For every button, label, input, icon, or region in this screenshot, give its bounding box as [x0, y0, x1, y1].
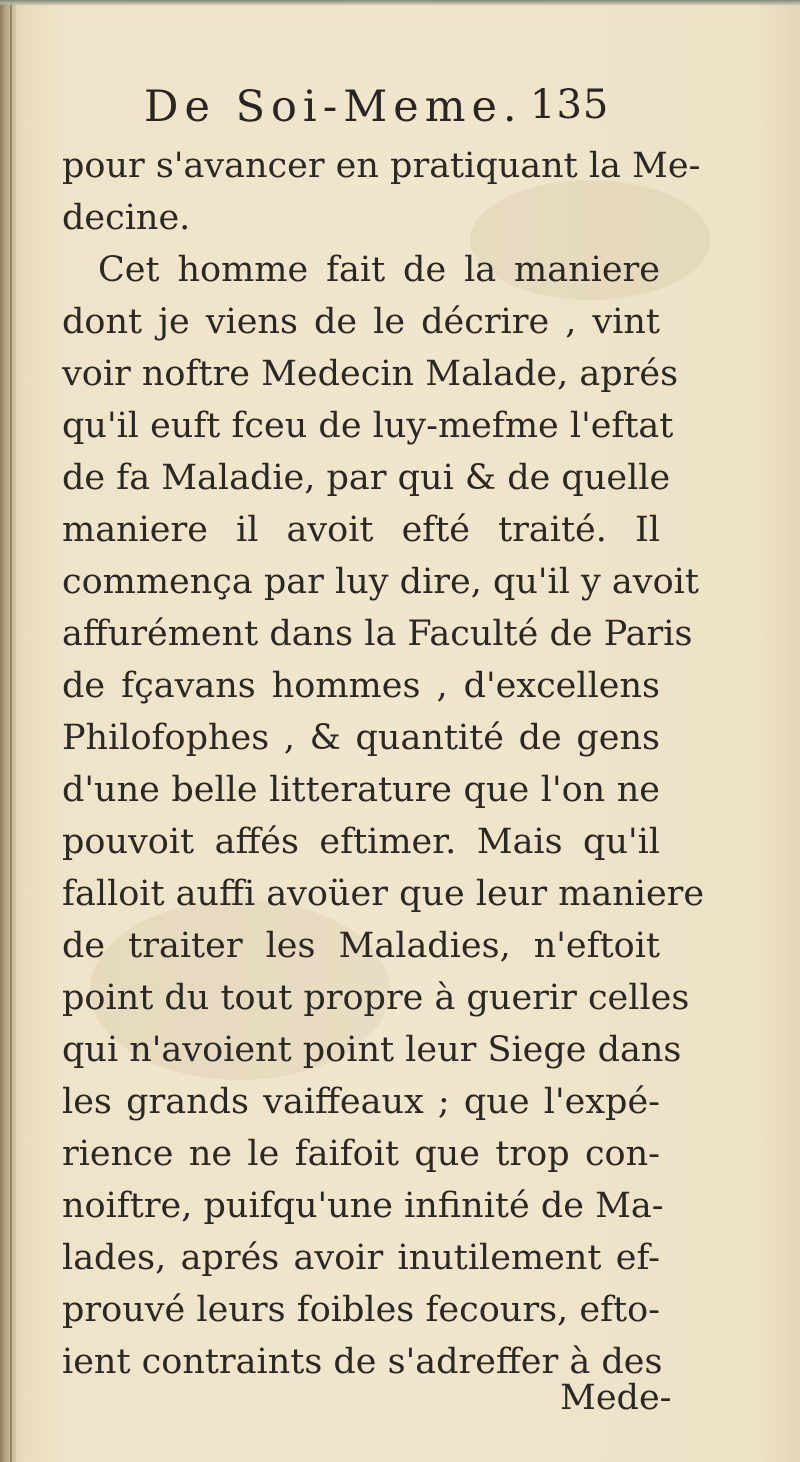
text-line: pour s'avancer en pratiquant la Me-: [62, 146, 701, 186]
text-line: Cet homme fait de la maniere: [98, 250, 660, 290]
text-line: noiftre, puifqu'une infinité de Ma-: [62, 1186, 664, 1226]
text-line: decine.: [62, 198, 191, 238]
text-line: pouvoit affés eftimer. Mais qu'il: [62, 822, 660, 862]
catchword: Mede-: [560, 1378, 672, 1418]
page-gutter: [0, 0, 16, 1462]
text-line: affurément dans la Faculté de Paris: [62, 614, 693, 654]
body-text: [62, 140, 762, 1388]
page-number: 135: [530, 82, 610, 128]
text-line: qu'il euft fceu de luy-mefme l'eftat: [62, 406, 674, 446]
text-line: Philofophes , & quantité de gens: [62, 718, 660, 758]
text-line: de traiter les Maladies, n'eftoit: [62, 926, 660, 966]
page-header: [60, 76, 760, 136]
text-line: maniere il avoit efté traité. Il: [62, 510, 660, 550]
text-line: lades, aprés avoir inutilement ef-: [62, 1238, 660, 1278]
text-line: d'une belle litterature que l'on ne: [62, 770, 660, 810]
text-line: falloit auffi avoüer que leur maniere: [62, 874, 705, 914]
text-line: dont je viens de le décrire , vint: [62, 302, 660, 342]
text-line: prouvé leurs foibles fecours, efto-: [62, 1290, 660, 1330]
text-line: commença par luy dire, qu'il y avoit: [62, 562, 699, 602]
text-line: rience ne le faifoit que trop con-: [62, 1134, 660, 1174]
text-line: point du tout propre à guerir celles: [62, 978, 690, 1018]
text-line: voir noftre Medecin Malade, aprés: [62, 354, 679, 394]
text-line: les grands vaiffeaux ; que l'expé-: [62, 1082, 660, 1122]
binding-edge: [10, 0, 12, 1462]
text-line: de fçavans hommes , d'excellens: [62, 666, 660, 706]
text-line: qui n'avoient point leur Siege dans: [62, 1030, 682, 1070]
text-line: de fa Maladie, par qui & de quelle: [62, 458, 671, 498]
page-top-edge: [0, 0, 800, 6]
running-head: De Soi-Meme.: [144, 82, 523, 132]
text-line: ient contraints de s'adreffer à des: [62, 1342, 663, 1382]
